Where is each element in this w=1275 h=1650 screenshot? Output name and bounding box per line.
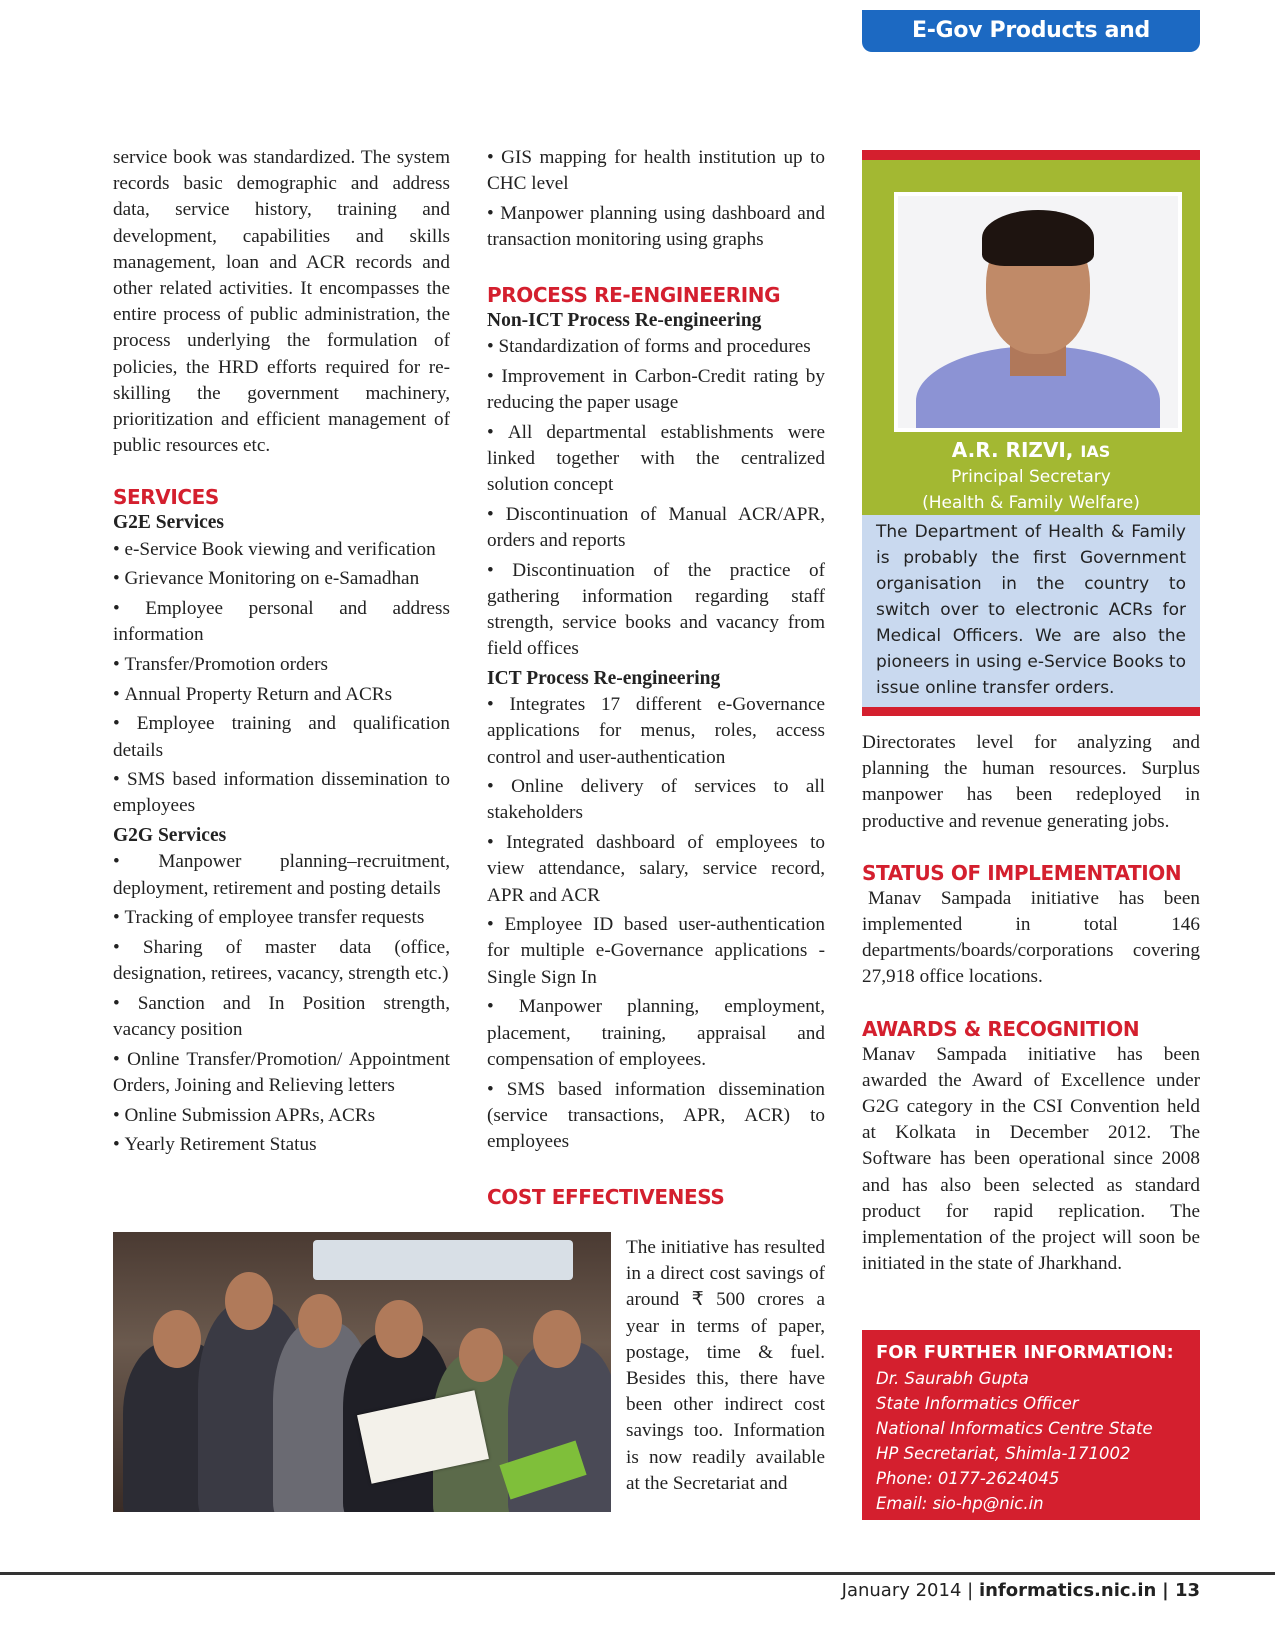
list-item: • Annual Property Return and ACRs (113, 682, 450, 708)
list-item: • Tracking of employee transfer requests (113, 905, 450, 931)
list-item: • Integrated dashboard of employees to view attendance, salary, service record, APR and ACR (487, 830, 825, 909)
status-heading: STATUS OF IMPLEMENTATION (862, 860, 1182, 885)
list-item: • Sanction and In Position strength, vacancy position (113, 991, 450, 1043)
profile-name (862, 438, 1200, 462)
services-heading: SERVICES (113, 485, 219, 510)
list-item: • All departmental establishments were linked together with the centralized solution concept (487, 420, 825, 499)
info-line: National Informatics Centre State (876, 1419, 1153, 1438)
ict-heading: ICT Process Re-engineering (487, 667, 721, 689)
award-ceremony-photo (113, 1232, 611, 1512)
list-item: • e-Service Book viewing and verification (113, 537, 450, 563)
profile-name-text: A.R. RIZVI, (951, 438, 1074, 462)
profile-title-line1: Principal Secretary (951, 467, 1111, 487)
column-right (862, 730, 1200, 1277)
list-item: • Employee training and qualification details (113, 711, 450, 763)
list-item: • Manpower planning–recruitment, deployment, retirement and posting details (113, 849, 450, 901)
list-item: • Yearly Retirement Status (113, 1132, 450, 1158)
list-item: • Online Submission APRs, ACRs (113, 1103, 450, 1129)
g2g-heading: G2G Services (113, 825, 227, 847)
g2e-heading: G2E Services (113, 512, 225, 534)
footer-date: January 2014 | (841, 1580, 974, 1601)
list-item: • Employee personal and address information (113, 596, 450, 648)
process-reengineering-heading: PROCESS RE-ENGINEERING (487, 282, 781, 307)
list-item: • Discontinuation of the practice of gathering information regarding staff strength, service books and vacancy from field offices (487, 558, 825, 663)
footer (842, 1580, 1200, 1601)
list-item: • Improvement in Carbon-Credit rating by reducing the paper usage (487, 364, 825, 416)
profile-title-line2: (Health & Family Welfare) (922, 493, 1140, 513)
awards-heading: AWARDS & RECOGNITION (862, 1016, 1140, 1041)
info-line: Phone: 0177-2624045 (876, 1469, 1060, 1488)
list-item: • Transfer/Promotion orders (113, 652, 450, 678)
status-paragraph: Manav Sampada initiative has been implemented in total 146 departments/boards/corporations covering 27,918 office locations. (862, 887, 1200, 988)
continuation-paragraph: Directorates level for analyzing and planning the human resources. Surplus manpower has been redeployed in productive and revenue generating jobs. (862, 732, 1200, 832)
column-left (113, 145, 450, 1162)
list-item: • Manpower planning using dashboard and transaction monitoring using graphs (487, 201, 825, 253)
section-tab: E-Gov Products and Services (862, 10, 1200, 52)
list-item: • Manpower planning, employment, placement, training, appraisal and compensation of employees. (487, 994, 825, 1073)
info-line: Dr. Saurabh Gupta (876, 1369, 1029, 1388)
card-portrait-panel (862, 160, 1200, 515)
list-item: • Online Transfer/Promotion/ Appointment Orders, Joining and Relieving letters (113, 1047, 450, 1099)
cost-effectiveness-heading: COST EFFECTIVENESS (487, 1184, 725, 1209)
list-item: • GIS mapping for health institution up to CHC level (487, 145, 825, 197)
card-top-bar (862, 150, 1200, 160)
profile-name-suffix: IAS (1080, 442, 1111, 461)
further-info-box (862, 1330, 1200, 1520)
intro-paragraph: service book was standardized. The system records basic demographic and address data, service history, training and development, capabilities and skills management, loan and ACR records and other related activities. It encompasses the entire process of public administration, the process underlying the formulation of policies, the HRD efforts required for re-skilling the government machinery, prioritization and efficient management of public resources etc. (113, 147, 450, 457)
list-item: • Integrates 17 different e-Governance applications for menus, roles, access control and user-authentication (487, 692, 825, 771)
list-item: • Grievance Monitoring on e-Samadhan (113, 566, 450, 592)
list-item: • Standardization of forms and procedures (487, 334, 825, 360)
list-item: • SMS based information dissemination to employees (113, 767, 450, 819)
cost-effectiveness-text: The initiative has resulted in a direct cost savings of around ₹ 500 crores a year in terms of paper, postage, time & fuel. Besides this, there have been other indirect cost savings too. Information is now readily available at the Secretariat and (626, 1237, 825, 1494)
info-line: State Informatics Officer (876, 1394, 1079, 1413)
info-email: Email: sio-hp@nic.in (876, 1494, 1044, 1513)
awards-paragraph: Manav Sampada initiative has been awarded the Award of Excellence under G2G category in the CSI Convention held at Kolkata in December 2012. The Software has been operational since 2008 and has also been selected as standard product for rapid replication. The implementation of the project will soon be initiated in the state of Jharkhand. (862, 1043, 1200, 1275)
footer-rule (0, 1572, 1275, 1575)
page-number: | 13 (1162, 1580, 1200, 1601)
info-heading: FOR FURTHER INFORMATION: (876, 1342, 1174, 1363)
list-item: • Discontinuation of Manual ACR/APR, orders and reports (487, 502, 825, 554)
profile-quote: The Department of Health & Family is probably the first Government organisation in the country to switch over to electronic ACRs for Medical Officers. We are also the pioneers in using e-Service Books to issue online transfer orders. (862, 515, 1200, 707)
info-line: HP Secretariat, Shimla-171002 (876, 1444, 1131, 1463)
profile-card (862, 150, 1200, 716)
list-item: • Sharing of master data (office, designation, retirees, vacancy, strength etc.) (113, 935, 450, 987)
photo-banner (313, 1240, 573, 1280)
non-ict-heading: Non-ICT Process Re-engineering (487, 309, 762, 331)
column-middle (487, 145, 825, 1210)
card-bottom-bar (862, 707, 1200, 716)
portrait-photo (894, 192, 1182, 432)
list-item: • Employee ID based user-authentication for multiple e-Governance applications - Single Sign In (487, 912, 825, 991)
list-item: • Online delivery of services to all stakeholders (487, 774, 825, 826)
footer-site: informatics.nic.in (978, 1580, 1157, 1601)
profile-role (862, 464, 1200, 516)
list-item: • SMS based information dissemination (service transactions, APR, ACR) to employees (487, 1077, 825, 1156)
